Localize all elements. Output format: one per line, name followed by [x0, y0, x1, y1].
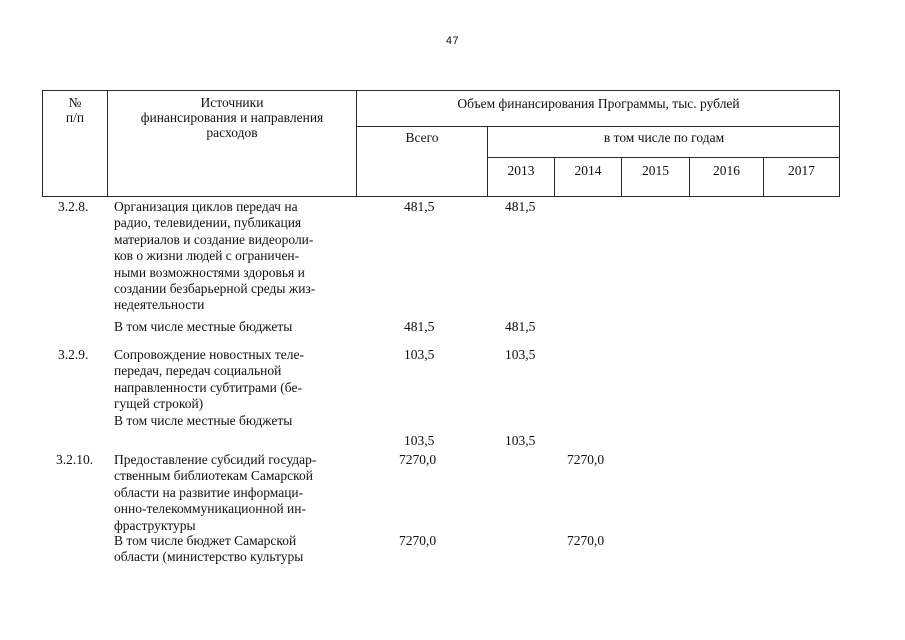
description-line: гущей строкой): [114, 396, 204, 412]
description-line: радио, телевидении, публикация: [114, 215, 302, 231]
row-2014: 7270,0: [567, 533, 605, 548]
row-2013: 103,5: [505, 347, 536, 362]
description-line: материалов и создание видеороли-: [114, 231, 314, 247]
header-col-no: [43, 95, 107, 125]
header-year-2014: 2014: [574, 163, 602, 178]
description-line: фраструктуры: [114, 517, 196, 533]
row-total: 481,5: [404, 199, 435, 214]
header-top-border: [42, 90, 840, 91]
header-year-2013: 2013: [507, 163, 535, 178]
row-description: [114, 347, 354, 429]
description-line: области на развитие информаци-: [114, 484, 304, 500]
description-line: направленности субтитрами (бе-: [114, 379, 302, 395]
header-year-2017: 2017: [788, 163, 815, 178]
header-col-sources-line1: Источники: [200, 95, 264, 110]
description-line: Организация циклов передач на: [114, 199, 298, 214]
description-line: В том числе местные бюджеты: [114, 412, 293, 428]
row-description: [114, 199, 354, 314]
row-2013: 103,5: [505, 433, 536, 448]
row-description: [114, 533, 354, 566]
row-total: 481,5: [404, 319, 435, 334]
description-line: ственным библиотекам Самарской: [114, 468, 313, 484]
header-col-sources: [108, 95, 356, 140]
description-line: области (министерство культуры: [114, 549, 304, 565]
row-2013: 481,5: [505, 199, 536, 214]
row-number: 3.2.8.: [58, 199, 89, 214]
header-col-volume: Объем финансирования Программы, тыс. рублей: [457, 96, 740, 111]
description-line: Предоставление субсидий государ-: [114, 452, 317, 467]
description-line: ными возможностями здоровья и: [114, 264, 305, 280]
header-col-no-line1: №: [68, 95, 82, 110]
description-line: Сопровождение новостных теле-: [114, 347, 304, 362]
header-divider-years: [487, 157, 840, 158]
row-number: 3.2.10.: [56, 452, 94, 467]
header-col-total: Всего: [405, 130, 439, 145]
row-2014: 7270,0: [567, 452, 605, 467]
row-total: 103,5: [404, 433, 435, 448]
header-col-sources-line3: расходов: [206, 125, 258, 140]
row-description: [114, 319, 354, 335]
description-line: В том числе бюджет Самарской: [114, 533, 297, 548]
page-number: 47: [445, 35, 460, 47]
header-col-by-years: в том числе по годам: [603, 130, 725, 145]
header-divider-volume: [356, 126, 840, 127]
header-year-2015: 2015: [642, 163, 669, 178]
header-col-no-line2: п/п: [65, 110, 85, 125]
row-total: 7270,0: [399, 452, 437, 467]
header-year-2016: 2016: [713, 163, 740, 178]
row-description: [114, 452, 354, 534]
header-bottom-border: [42, 196, 840, 197]
row-number: 3.2.9.: [58, 347, 89, 362]
description-line: недеятельности: [114, 297, 205, 313]
row-total: 7270,0: [399, 533, 437, 548]
description-line: передач, передач социальной: [114, 363, 282, 379]
row-2013: 481,5: [505, 319, 536, 334]
description-line: ков о жизни людей с ограничен-: [114, 248, 300, 264]
description-line: онно-телекоммуникационной ин-: [114, 501, 307, 517]
row-total: 103,5: [404, 347, 435, 362]
description-line: В том числе местные бюджеты: [114, 319, 293, 334]
header-col-sources-line2: финансирования и направления: [140, 110, 324, 125]
description-line: создании безбарьерной среды жиз-: [114, 281, 316, 297]
